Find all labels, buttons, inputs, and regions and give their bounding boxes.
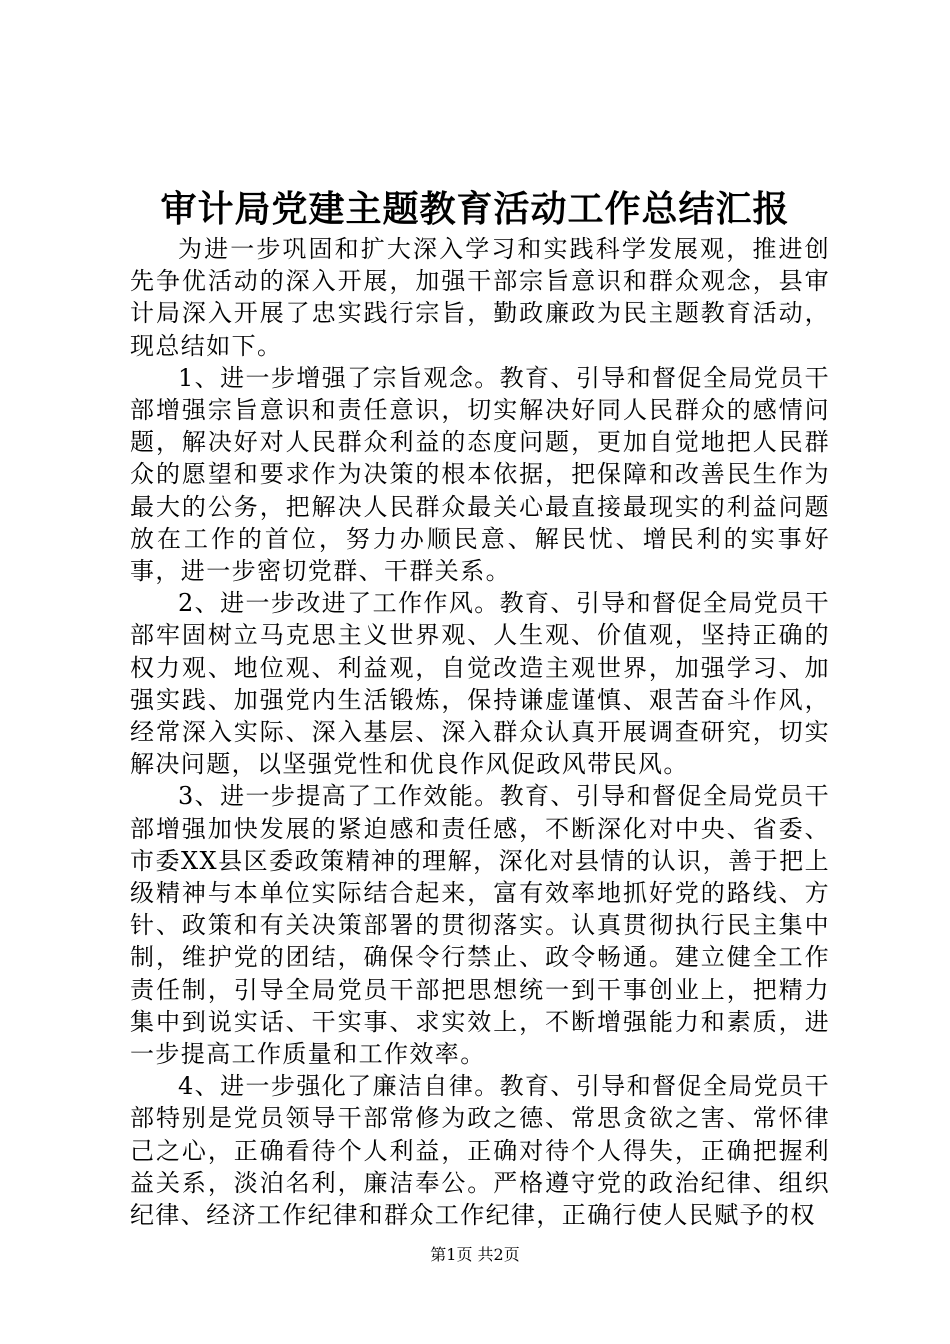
paragraph-1: 1、进一步增强了宗旨观念。教育、引导和督促全局党员干部增强宗旨意识和责任意识，切实解决好同人民群众的感情问题，解决好对人民群众利益的态度问题，更加自觉地把人民群众的愿望和要求作为决策的根本依据，把保障和改善民生作为最大的公务，把解决人民群众最关心最直接最现实的利益问题放在工作的首位，努力办顺民意、解民忧、增民利的实事好事，进一步密切党群、干群关系。: [130, 363, 830, 586]
paragraph-4: 4、进一步强化了廉洁自律。教育、引导和督促全局党员干部特别是党员领导干部常修为政之德、常思贪欲之害、常怀律己之心，正确看待个人利益，正确对待个人得失，正确把握利益关系，淡泊名利，廉洁奉公。严格遵守党的政治纪律、组织纪律、经济工作纪律和群众工作纪律，正确行使人民赋予的权: [130, 1072, 830, 1230]
document-title: 审计局党建主题教育活动工作总结汇报: [160, 188, 790, 230]
intro-paragraph: 为进一步巩固和扩大深入学习和实践科学发展观，推进创先争优活动的深入开展，加强干部宗旨意识和群众观念，县审计局深入开展了忠实践行宗旨，勤政廉政为民主题教育活动，现总结如下。: [130, 235, 830, 360]
document-body: [130, 233, 830, 1231]
paragraph-3: 3、进一步提高了工作效能。教育、引导和督促全局党员干部增强加快发展的紧迫感和责任感，不断深化对中央、省委、市委XX县区委政策精神的理解，深化对县情的认识，善于把上级精神与本单位实际结合起来，富有效率地抓好党的路线、方针、政策和有关决策部署的贯彻落实。认真贯彻执行民主集中制，维护党的团结，确保令行禁止、政令畅通。建立健全工作责任制，引导全局党员干部把思想统一到干事创业上，把精力集中到说实话、干实事、求实效上，不断增强能力和素质，进一步提高工作质量和工作效率。: [130, 782, 830, 1069]
paragraph-2: 2、进一步改进了工作作风。教育、引导和督促全局党员干部牢固树立马克思主义世界观、人生观、价值观，坚持正确的权力观、地位观、利益观，自觉改造主观世界，加强学习、加强实践、加强党内生活锻炼，保持谦虚谨慎、艰苦奋斗作风，经常深入实际、深入基层、深入群众认真开展调查研究，切实解决问题，以坚强党性和优良作风促政风带民风。: [130, 589, 830, 779]
page-number: 第1页 共2页: [430, 1245, 520, 1264]
